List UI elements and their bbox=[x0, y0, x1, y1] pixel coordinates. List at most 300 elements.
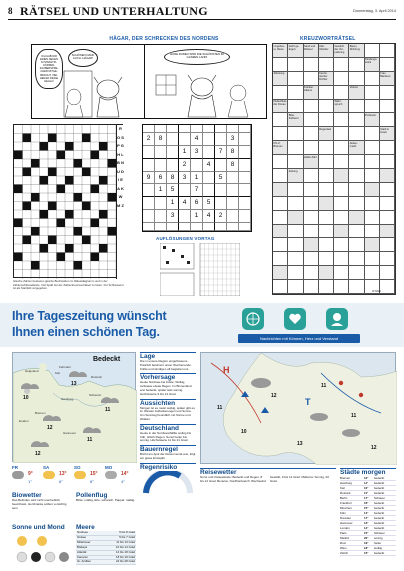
sudoku-cell: 1 bbox=[191, 210, 203, 223]
city-temp: 17° bbox=[364, 496, 369, 500]
crossword-cell bbox=[319, 280, 334, 294]
city-temp: 15° bbox=[364, 551, 369, 555]
crossword-cell bbox=[273, 183, 288, 197]
crossword-clue: Stadt in Israel bbox=[380, 127, 395, 141]
crossword-cell bbox=[365, 72, 380, 86]
crossword-code: W 6620 bbox=[372, 290, 381, 293]
city-name: Wien bbox=[340, 546, 347, 550]
map-temp-3: 11 bbox=[105, 407, 111, 413]
forecast-low: 6° bbox=[59, 479, 63, 484]
sudoku-cell: 8 bbox=[227, 146, 239, 159]
sudoku-cell bbox=[203, 172, 215, 185]
sudoku-cell bbox=[179, 125, 191, 133]
forecast-low: 8° bbox=[90, 479, 94, 484]
sun-cloud-icon bbox=[74, 471, 86, 479]
map-temp-5: 11 bbox=[87, 437, 93, 443]
sudoku-cell bbox=[167, 146, 179, 159]
sudoku-cell: 3 bbox=[191, 146, 203, 159]
header-rule bbox=[8, 19, 396, 20]
city-temp: 14° bbox=[364, 511, 369, 515]
city-name: Köln bbox=[340, 511, 346, 515]
meere-region: Kanaren bbox=[77, 554, 88, 559]
city-condition: Schauer bbox=[374, 496, 385, 500]
crossword-clue: Bitte, Zahlwort bbox=[288, 113, 303, 127]
crossword-cell bbox=[365, 266, 380, 280]
crossword-cell bbox=[319, 197, 334, 211]
crossword-cell bbox=[380, 266, 395, 280]
crossword-cell bbox=[304, 169, 319, 183]
crossword-cell bbox=[380, 280, 395, 294]
map-label-helgoland: Helgoland bbox=[25, 369, 39, 373]
crossword-clue: Sand und Wasser bbox=[304, 44, 319, 58]
crossword-cell bbox=[380, 225, 395, 239]
crossword-cell bbox=[288, 127, 303, 141]
crossword-cell bbox=[334, 238, 349, 252]
city-condition: bedeckt bbox=[374, 521, 385, 525]
crossword-cell bbox=[334, 58, 349, 72]
crossword-cell bbox=[365, 252, 380, 266]
crossword-cell bbox=[304, 58, 319, 72]
forecast-high: 14° bbox=[121, 471, 129, 477]
sudoku-grid bbox=[143, 125, 251, 231]
crossword-cell bbox=[334, 252, 349, 266]
crossword-cell bbox=[319, 141, 334, 155]
crossword-cell bbox=[288, 183, 303, 197]
staedte-morgen bbox=[340, 468, 396, 566]
sun-cloud-icon bbox=[43, 471, 55, 479]
sudoku-cell bbox=[215, 184, 227, 197]
eu-temp-4: 10 bbox=[241, 429, 247, 435]
regenrisiko-title: Regenrisiko bbox=[140, 463, 196, 471]
svg-text:H: H bbox=[223, 365, 230, 375]
sudoku-cell bbox=[239, 172, 251, 185]
crossword-cell bbox=[380, 197, 395, 211]
crossword-clue: Kfz-Z. Bremen bbox=[273, 141, 288, 155]
forecast-high: 15° bbox=[90, 471, 98, 477]
city-condition: heiter bbox=[374, 541, 382, 545]
city-temp: 18° bbox=[364, 546, 369, 550]
sudoku-cell bbox=[239, 223, 251, 231]
sudoku-cell: 7 bbox=[191, 184, 203, 197]
meere-temp: 5 bis 7 Grad bbox=[119, 534, 135, 539]
meere-title: Meere bbox=[76, 524, 95, 531]
sudoku-cell: 4 bbox=[191, 133, 203, 146]
crossword-cell bbox=[273, 197, 288, 211]
sudoku-cell: 3 bbox=[167, 210, 179, 223]
forecast-low: 1° bbox=[28, 479, 32, 484]
page-date: Donnerstag, 3. April 2014 bbox=[353, 9, 396, 13]
europe-weather-map bbox=[200, 352, 396, 464]
sudoku-cell bbox=[155, 159, 167, 172]
biowetter-title: Biowetter bbox=[12, 492, 42, 499]
sudoku-cell: 5 bbox=[203, 197, 215, 210]
sudoku-cell bbox=[155, 146, 167, 159]
sudoku-cell bbox=[155, 223, 167, 231]
sudoku-cell bbox=[203, 125, 215, 133]
crossword-clue: Ableitung bbox=[273, 72, 288, 86]
meere-region: Mittelmeer bbox=[77, 539, 91, 544]
crossword-cell bbox=[273, 113, 288, 127]
crossword-cell bbox=[304, 238, 319, 252]
crossword-cell bbox=[349, 72, 364, 86]
sudoku-cell: 2 bbox=[143, 133, 155, 146]
sudoku-cell: 4 bbox=[179, 197, 191, 210]
crossword-cell bbox=[365, 86, 380, 100]
banner-icon-glyphs bbox=[240, 308, 352, 330]
crossword-cell bbox=[380, 252, 395, 266]
solution-mini-grids bbox=[160, 243, 240, 296]
city-name: Frankfurt bbox=[340, 501, 352, 505]
city-name: Paris bbox=[340, 531, 347, 535]
banner-subline: Nachrichten mit Können, Herz und Verstand bbox=[238, 334, 360, 343]
city-condition: wolkig bbox=[374, 546, 383, 550]
crossword-cell bbox=[365, 169, 380, 183]
number-crossword-side-key: R O S P G H L B N U D I E A K W M Z bbox=[116, 125, 124, 279]
crossword-clue: Frau Bäckerei bbox=[380, 72, 395, 86]
crossword-cell bbox=[273, 266, 288, 280]
meere-temp: 5 bis 8 Grad bbox=[119, 530, 135, 534]
sudoku-cell bbox=[215, 223, 227, 231]
sudoku-cell bbox=[215, 125, 227, 133]
sudoku-cell: 1 bbox=[179, 146, 191, 159]
speech-bubble-3: EURE RUDEN SIND DIE SCHÖNSTEN IM GANZEN LAND! bbox=[164, 49, 230, 65]
sudoku-cell bbox=[167, 159, 179, 172]
crossword-clue: Professor bbox=[365, 113, 380, 127]
eu-temp-6: 12 bbox=[371, 445, 377, 451]
crossword-cell bbox=[319, 266, 334, 280]
crossword-cell bbox=[273, 58, 288, 72]
city-temp: 19° bbox=[364, 541, 369, 545]
crossword-cell bbox=[349, 127, 364, 141]
sudoku-cell bbox=[239, 133, 251, 146]
pollenflug-title: Pollenflug bbox=[76, 492, 108, 499]
crossword-cell bbox=[380, 155, 395, 169]
crossword-cell bbox=[304, 225, 319, 239]
crossword-cell bbox=[349, 211, 364, 225]
sudoku-cell bbox=[155, 197, 167, 210]
crossword-cell bbox=[380, 113, 395, 127]
eu-temp-5: 13 bbox=[297, 441, 303, 447]
crossword-cell bbox=[304, 183, 319, 197]
crossword-cell bbox=[365, 141, 380, 155]
city-condition: bedeckt bbox=[374, 551, 385, 555]
crossword-clue: Kranker, Adams bbox=[304, 86, 319, 100]
map-label-bremen: Bremen bbox=[35, 411, 46, 415]
sudoku-cell: 1 bbox=[191, 172, 203, 185]
crossword-cell bbox=[365, 197, 380, 211]
crossword-cell bbox=[380, 100, 395, 114]
crossword-cell bbox=[273, 169, 288, 183]
forecast-day: FR bbox=[12, 465, 18, 470]
eu-temp-7: 11 bbox=[217, 405, 223, 411]
rain-risk-gauge bbox=[140, 471, 196, 495]
vorhersage-text: Heute Nordsee-bei Küste: Wolkig, zeitweise etwas Regen. Im Binnenland erst bedeckt, später teils sonnig. Höchstwerte 9 bis 13 Grad. bbox=[140, 380, 192, 396]
crossword-cell bbox=[319, 183, 334, 197]
map-label-schwerin: Schwerin bbox=[89, 393, 102, 397]
sudoku-cell: 7 bbox=[215, 146, 227, 159]
crossword-cell bbox=[349, 183, 364, 197]
crossword-cell bbox=[334, 127, 349, 141]
map-label-hamburg: Hamburg bbox=[61, 397, 74, 401]
crossword-grid bbox=[272, 43, 396, 295]
meere-region: Biskaya bbox=[77, 544, 88, 549]
banner-icon-row bbox=[240, 308, 352, 330]
number-crossword bbox=[13, 124, 123, 278]
crossword-cell bbox=[380, 169, 395, 183]
lage-title: Lage bbox=[140, 352, 196, 360]
crossword-cell bbox=[304, 72, 319, 86]
meere-temp: 11 bis 13 Grad bbox=[116, 539, 135, 544]
city-name: Rostock bbox=[340, 491, 351, 495]
forecast-sa bbox=[43, 465, 74, 489]
crossword-cell bbox=[380, 183, 395, 197]
crossword-cell bbox=[319, 113, 334, 127]
crossword-cell bbox=[304, 141, 319, 155]
solution-grids bbox=[160, 243, 240, 296]
city-temp: 10° bbox=[364, 486, 369, 490]
crossword-cell bbox=[365, 183, 380, 197]
crossword-cell bbox=[273, 252, 288, 266]
sudoku-cell bbox=[191, 159, 203, 172]
crossword-cell bbox=[349, 225, 364, 239]
map-temp-2: 13 bbox=[71, 381, 77, 387]
speech-bubble-1: ICH HAB DIR EINEN NEUEN GYMNASTIK-KÖRPER-ZAUBERSPRECHER MITGEBRACHT, VIEL HEILEN DINGE HELGA! bbox=[35, 49, 63, 89]
crossword-cell bbox=[349, 58, 364, 72]
city-name: London bbox=[340, 526, 350, 530]
forecast-day: SA bbox=[43, 465, 50, 470]
city-condition: bedeckt bbox=[374, 486, 385, 490]
staedte-title: Städte morgen bbox=[340, 468, 396, 476]
deutschland-title: Deutschland bbox=[140, 424, 196, 432]
crossword-cell bbox=[304, 280, 319, 294]
crossword-clue: französischer Dichter bbox=[319, 72, 334, 86]
banner-headline-1: Ihre Tageszeitung wünscht bbox=[12, 309, 167, 323]
vorhersage-title: Vorhersage bbox=[140, 373, 196, 381]
city-temp: 15° bbox=[364, 506, 369, 510]
map-temp-6: 12 bbox=[35, 451, 41, 457]
crossword-title: KREUZWORTRÄTSEL bbox=[300, 36, 356, 42]
sudoku-cell bbox=[167, 223, 179, 231]
meere-temp: 10 bis 14 Grad bbox=[116, 544, 135, 549]
meere-temp: 18 bis 19 Grad bbox=[116, 554, 135, 559]
sudoku-cell bbox=[215, 197, 227, 210]
forecast-day: SO bbox=[74, 465, 81, 470]
meere-region: Atlantik bbox=[77, 549, 87, 554]
map-temp-4: 12 bbox=[47, 425, 53, 431]
sonne-und-mond bbox=[12, 524, 72, 571]
europe-map-drawing bbox=[201, 353, 397, 465]
sudoku-cell bbox=[167, 125, 179, 133]
crossword-cell bbox=[273, 155, 288, 169]
sudoku-cell: 2 bbox=[215, 210, 227, 223]
sudoku-cell: 8 bbox=[167, 172, 179, 185]
city-name: Madrid bbox=[340, 536, 349, 540]
sudoku-cell: 4 bbox=[203, 159, 215, 172]
crossword-cell bbox=[365, 211, 380, 225]
city-temp: 12° bbox=[364, 476, 369, 480]
number-crossword-grid bbox=[14, 125, 124, 279]
crossword-cell bbox=[288, 238, 303, 252]
forecast-so bbox=[74, 465, 105, 489]
sudoku-cell bbox=[155, 125, 167, 133]
crossword-cell bbox=[273, 211, 288, 225]
map-label-emden: Emden bbox=[19, 419, 29, 423]
city-condition: bedeckt bbox=[374, 501, 385, 505]
city-condition: bedeckt bbox=[374, 516, 385, 520]
crossword-cell bbox=[304, 113, 319, 127]
city-name: München bbox=[340, 506, 352, 510]
map-title: Bedeckt bbox=[93, 356, 121, 363]
forecast-row bbox=[12, 465, 136, 489]
eu-temp-2: 11 bbox=[321, 383, 327, 389]
sudoku-cell bbox=[239, 210, 251, 223]
crossword-cell bbox=[273, 86, 288, 100]
city-row bbox=[340, 551, 396, 556]
forecast-fr bbox=[12, 465, 43, 489]
sudoku-cell bbox=[143, 197, 155, 210]
crossword-cell bbox=[365, 155, 380, 169]
crossword-cell bbox=[288, 211, 303, 225]
city-condition: bedeckt bbox=[374, 526, 385, 530]
sudoku-cell bbox=[239, 125, 251, 133]
comic-title: HÄGAR, DER SCHRECKEN DES NORDENS bbox=[109, 36, 219, 42]
sudoku-cell: 3 bbox=[179, 172, 191, 185]
eu-temp-1: 12 bbox=[271, 393, 277, 399]
crossword-cell bbox=[334, 225, 349, 239]
number-crossword-caption: Gleiche Zahlen bedeuten gleiche Buchstaben im Rätseldiagramm und in der Zahlenschlüsselleiste. Viel Spaß bei der Zahlenkreuzworträtsel zu lösen. Für Schlusswort ist als Startfeld vorgegeben. bbox=[13, 279, 124, 290]
sudoku bbox=[142, 124, 252, 232]
crossword-clue: Zeitung bbox=[288, 169, 303, 183]
crossword-cell bbox=[288, 100, 303, 114]
crossword-cell bbox=[288, 58, 303, 72]
sudoku-cell bbox=[239, 184, 251, 197]
city-temp: 11° bbox=[364, 481, 369, 485]
banner-headline-2: Ihnen einen schönen Tag. bbox=[12, 325, 160, 339]
crossword-cell bbox=[304, 100, 319, 114]
crossword-cell bbox=[288, 225, 303, 239]
map-label-hannover: Hannover bbox=[63, 431, 77, 435]
crossword-cell bbox=[319, 211, 334, 225]
sudoku-cell bbox=[179, 210, 191, 223]
crossword-cell bbox=[365, 44, 380, 58]
sudoku-cell: 9 bbox=[143, 172, 155, 185]
sudoku-cell: 5 bbox=[167, 184, 179, 197]
meere-temp: 24 bis 28 Grad bbox=[116, 559, 135, 564]
forecast-day: MO bbox=[105, 465, 113, 470]
crossword-clue: Regenlaut bbox=[319, 127, 334, 141]
sudoku-cell bbox=[227, 210, 239, 223]
rain-cloud-icon bbox=[12, 471, 24, 479]
weather-text-column bbox=[140, 352, 196, 566]
meere bbox=[76, 524, 136, 565]
sudoku-cell: 6 bbox=[191, 197, 203, 210]
reisewetter bbox=[200, 468, 336, 566]
sudoku-cell: 8 bbox=[227, 159, 239, 172]
sudoku-cell bbox=[215, 133, 227, 146]
crossword-cell bbox=[334, 72, 349, 86]
sudoku-cell: 5 bbox=[215, 172, 227, 185]
crossword-cell bbox=[365, 225, 380, 239]
crossword-clue: Ungeheuer, Riese bbox=[273, 44, 288, 58]
sudoku-cell: 6 bbox=[155, 172, 167, 185]
sudoku-cell bbox=[227, 125, 239, 133]
city-temp: 16° bbox=[364, 501, 369, 505]
sudoku-cell bbox=[203, 146, 215, 159]
eu-temp-3: 11 bbox=[351, 413, 357, 419]
sun-moon-icons bbox=[12, 531, 72, 567]
city-name: Hannover bbox=[340, 521, 353, 525]
crossword-cell bbox=[349, 169, 364, 183]
crossword-cell bbox=[334, 155, 349, 169]
reisewetter-text: Nord- und Ostseeküste: Bedeckt und Regen, 8 bis 12 Grad. Benelux, Nordfrankreich: Wechselnd bewölkt, 9 bis 14 Grad. Mallorca: Sonnig, 20 Grad. bbox=[200, 475, 329, 483]
crossword-cell bbox=[304, 266, 319, 280]
sudoku-cell bbox=[227, 172, 239, 185]
sudoku-cell bbox=[167, 133, 179, 146]
map-label-rostock: Rostock bbox=[91, 375, 102, 379]
sudoku-cell bbox=[143, 159, 155, 172]
city-name: Kiel bbox=[340, 486, 345, 490]
meere-region: Gr. Antillen bbox=[77, 559, 91, 564]
meere-region: Nordsee bbox=[77, 530, 88, 534]
crossword-cell bbox=[288, 155, 303, 169]
crossword-cell bbox=[349, 238, 364, 252]
comic-strip bbox=[31, 44, 267, 119]
comic-drawing bbox=[32, 45, 268, 120]
crossword-cell bbox=[380, 86, 395, 100]
city-name: Zürich bbox=[340, 551, 349, 555]
crossword-cell bbox=[304, 211, 319, 225]
city-temp: 17° bbox=[364, 516, 369, 520]
sudoku-cell bbox=[239, 159, 251, 172]
crossword-clue: Verlust bbox=[349, 86, 364, 100]
crossword-cell bbox=[273, 225, 288, 239]
sudoku-cell bbox=[155, 210, 167, 223]
city-name: Berlin bbox=[340, 496, 348, 500]
regional-weather-map bbox=[12, 352, 136, 462]
crossword-cell bbox=[304, 127, 319, 141]
cloud-icon bbox=[105, 471, 117, 479]
sudoku-cell: 8 bbox=[155, 133, 167, 146]
crossword-clue: leicht geärgert bbox=[288, 44, 303, 58]
crossword-cell bbox=[319, 238, 334, 252]
sudoku-cell bbox=[203, 223, 215, 231]
lage-text: Die in unsere Region eingeflossene Polarluft bestimmt unser Wochenende. Kühle und windige Luft begleitet uns. bbox=[140, 359, 192, 371]
crossword-cell bbox=[380, 238, 395, 252]
sudoku-cell bbox=[191, 223, 203, 231]
city-temp: 14° bbox=[364, 526, 369, 530]
city-name: Dresden bbox=[340, 516, 351, 520]
crossword-cell bbox=[288, 72, 303, 86]
meere-temp: 14 bis 18 Grad bbox=[116, 549, 135, 554]
crossword-clue: Abk.: Oktober bbox=[319, 44, 334, 58]
forecast-mo bbox=[105, 465, 136, 489]
sudoku-cell bbox=[203, 133, 215, 146]
sudoku-cell: 1 bbox=[167, 197, 179, 210]
sudoku-cell bbox=[227, 184, 239, 197]
bauernregel-text: Bricht am April der Rosenmonat aus, folgt ein gutes Erntejahr. bbox=[140, 452, 196, 460]
crossword-cell bbox=[288, 280, 303, 294]
crossword-cell bbox=[273, 280, 288, 294]
page-number: 8 bbox=[8, 6, 13, 16]
city-temp: 15° bbox=[364, 531, 369, 535]
sudoku-cell bbox=[203, 184, 215, 197]
crossword-cell bbox=[319, 155, 334, 169]
map-label-kiel: Kiel bbox=[55, 371, 61, 375]
meere-table bbox=[76, 531, 136, 565]
crossword-cell bbox=[380, 211, 395, 225]
crossword-cell bbox=[288, 86, 303, 100]
crossword-cell bbox=[273, 127, 288, 141]
